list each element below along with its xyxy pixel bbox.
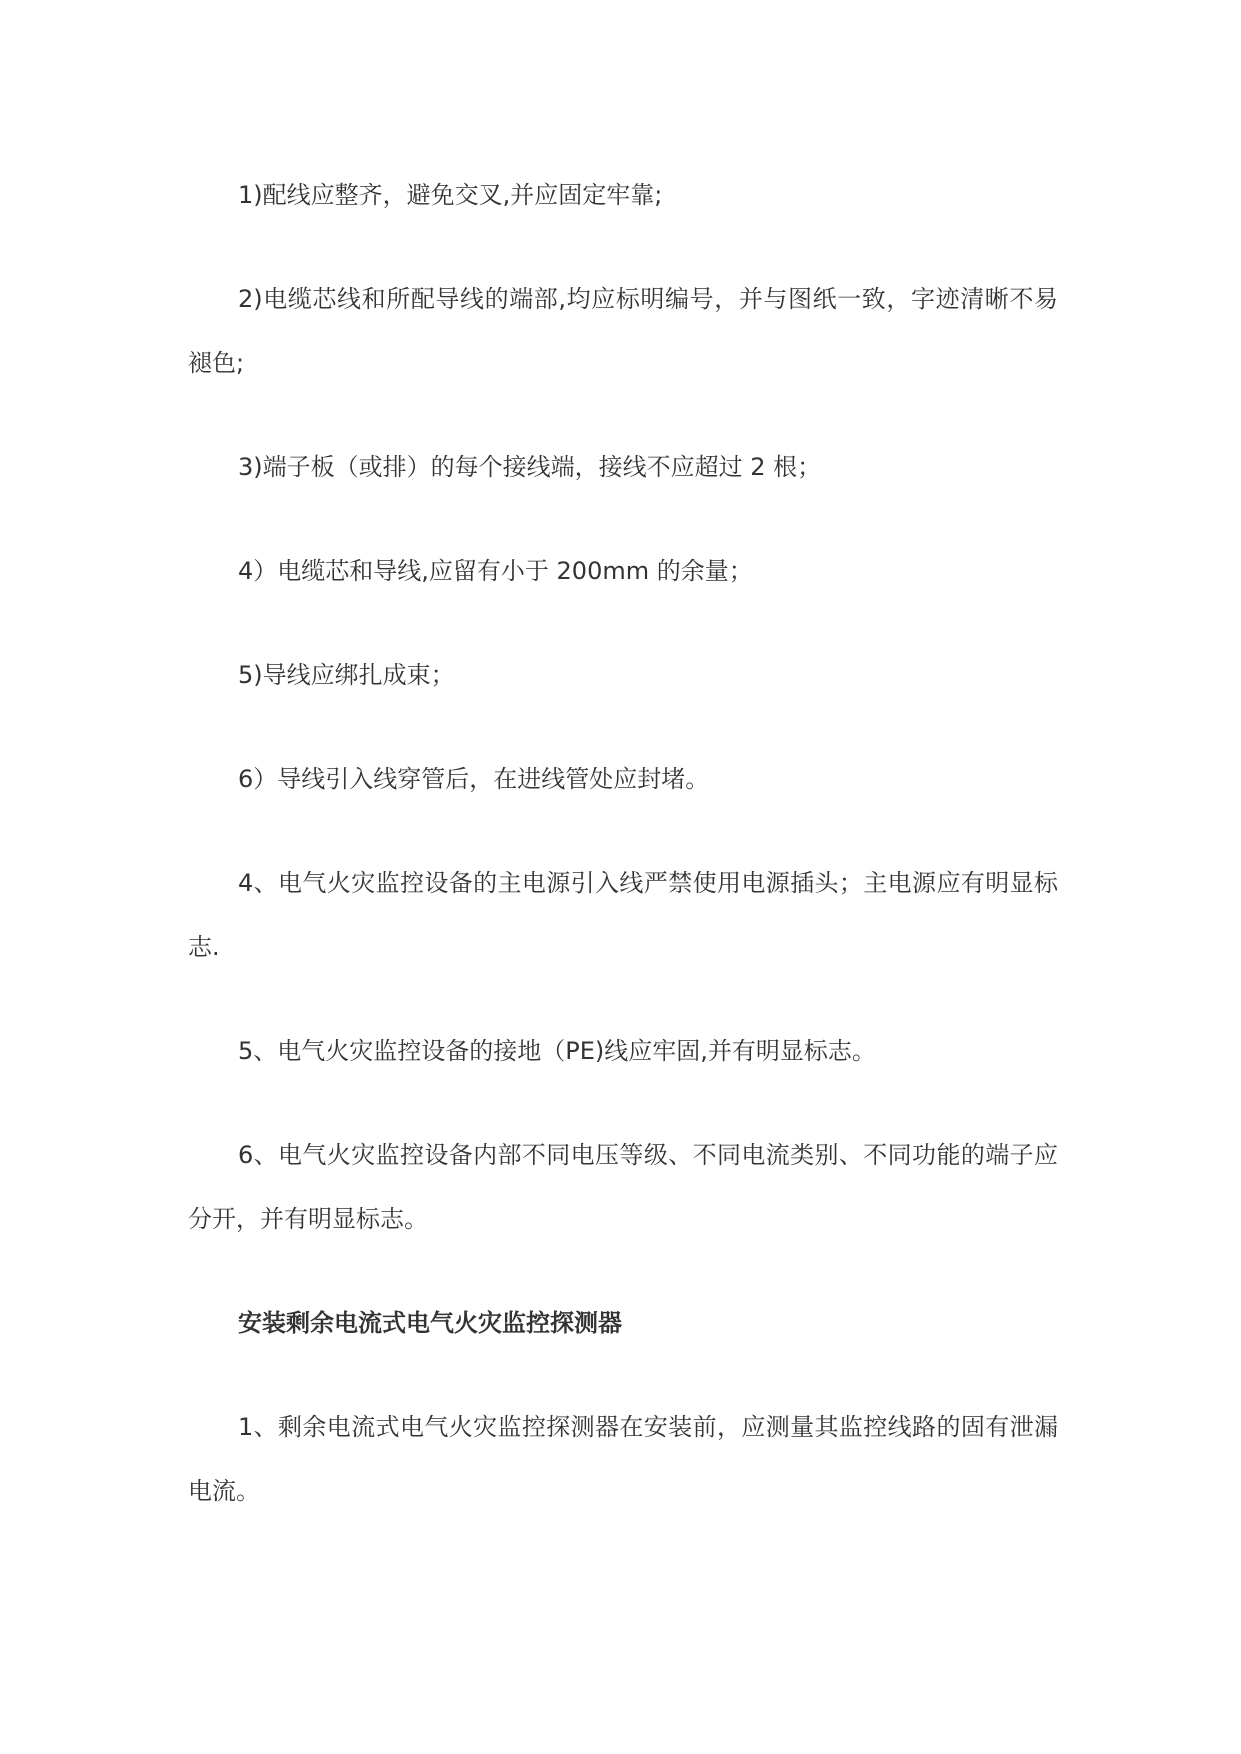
paragraph-wiring-neat: 1)配线应整齐，避免交叉,并应固定牢靠; — [238, 181, 663, 209]
paragraph-grounding: 5、电气火灾监控设备的接地（PE)线应牢固,并有明显标志。 — [238, 1037, 876, 1065]
paragraph-terminal-separation: 6、电气火灾监控设备内部不同电压等级、不同电流类别、不同功能的端子应分开，并有明显标志。 — [188, 1141, 1058, 1233]
paragraph-cable-margin: 4）电缆芯和导线,应留有小于 200mm 的余量； — [238, 557, 753, 585]
paragraph-main-power: 4、电气火灾监控设备的主电源引入线严禁使用电源插头；主电源应有明显标志. — [188, 869, 1058, 961]
section-heading: 安装剩余电流式电气火灾监控探测器 — [238, 1309, 622, 1337]
paragraph-conduit-seal: 6）导线引入线穿管后，在进线管处应封堵。 — [238, 765, 710, 793]
paragraph-leakage-current: 1、剩余电流式电气火灾监控探测器在安装前，应测量其监控线路的固有泄漏电流。 — [188, 1413, 1058, 1505]
paragraph-cable-numbering: 2)电缆芯线和所配导线的端部,均应标明编号，并与图纸一致，字迹清晰不易褪色; — [188, 285, 1058, 377]
paragraph-bundling: 5)导线应绑扎成束； — [238, 661, 455, 689]
paragraph-terminal-limit: 3)端子板（或排）的每个接线端，接线不应超过 2 根； — [238, 453, 822, 481]
document-body — [188, 163, 1058, 1563]
